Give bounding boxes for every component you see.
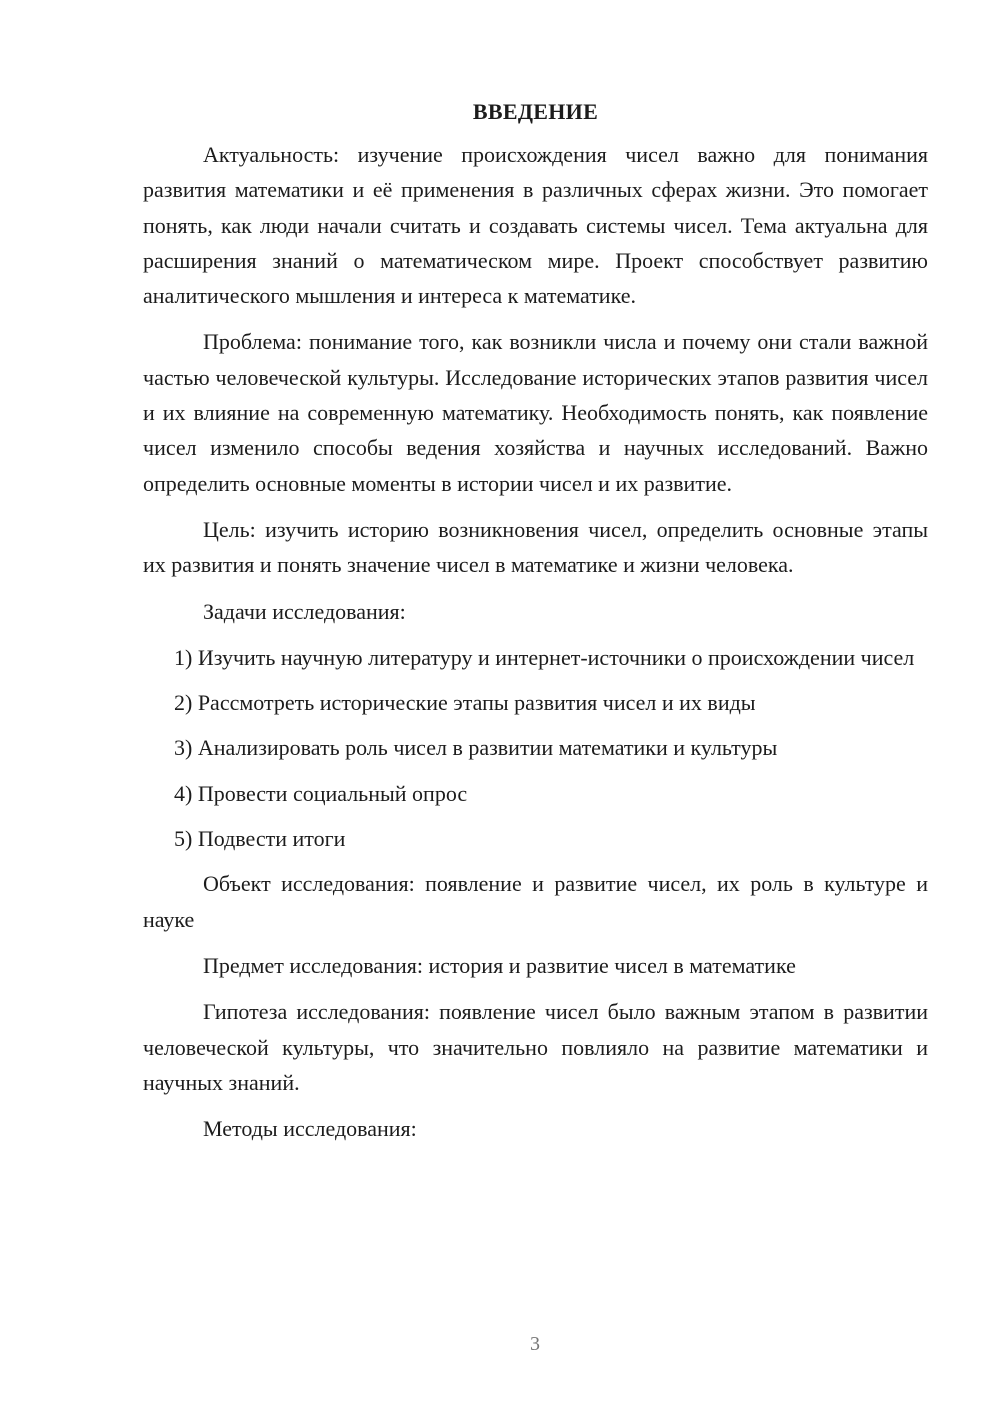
relevance-paragraph: Актуальность: изучение происхождения чисел важно для понимания развития математики и её применения в различных сферах жизни. Это помогает понять, как люди начали считать и создавать системы чисел. Тема актуальна для расширения знаний о математическом мире. Проект способствует развитию аналитического мышления и интереса к математике. xyxy=(143,142,928,309)
subject-paragraph: Предмет исследования: история и развитие чисел в математике xyxy=(203,952,796,978)
object-paragraph: Объект исследования: появление и развитие чисел, их роль в культуре и науке xyxy=(143,871,928,932)
section-title: ВВЕДЕНИЕ xyxy=(472,99,599,124)
problem-paragraph: Проблема: понимание того, как возникли числа и почему они стали важной частью человеческой культуры. Исследование исторических этапов развития чисел и их влияние на современную математику. Необходимость понять, как появление чисел изменило способы ведения хозяйства и научных исследований. Важно определить основные моменты в истории чисел и их развитие. xyxy=(143,329,928,496)
goal-paragraph: Цель: изучить историю возникновения чисел, определить основные этапы их развития и понять значение чисел в математике и жизни человека. xyxy=(143,516,928,578)
task-item: 2) Рассмотреть исторические этапы развития чисел и их виды xyxy=(174,690,756,716)
task-item: 3) Анализировать роль чисел в развитии математики и культуры xyxy=(174,735,778,761)
tasks-heading: Задачи исследования: xyxy=(203,598,406,624)
task-item: 4) Провести социальный опрос xyxy=(174,780,468,806)
hypothesis-paragraph: Гипотеза исследования: появление чисел было важным этапом в развитии человеческой культуры, что значительно повлияло на развитие математики и научных знаний. xyxy=(143,999,928,1095)
task-item: 5) Подвести итоги xyxy=(174,826,346,852)
methods-heading: Методы исследования: xyxy=(203,1116,417,1142)
page-content xyxy=(143,94,928,1157)
page-number: 3 xyxy=(530,1333,540,1355)
task-item: 1) Изучить научную литературу и интернет-источники о происхождении чисел xyxy=(174,644,915,670)
